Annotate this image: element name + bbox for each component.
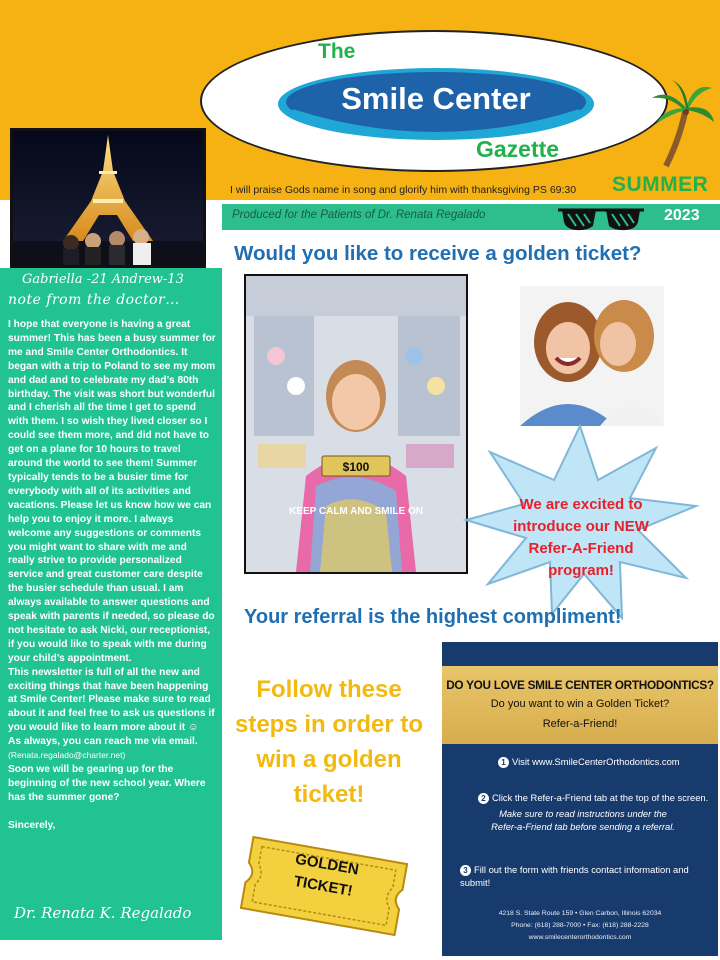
sunglasses-icon (556, 206, 646, 232)
golden-ticket-headline: Would you like to receive a golden ticket? (234, 242, 642, 265)
step-1 (498, 756, 680, 769)
note-body (8, 318, 216, 833)
office-phone: Phone: (618) 288-7000 • Fax: (618) 288-2228 (511, 922, 649, 929)
doctor-email[interactable]: (Renata.regalado@charter.net) (8, 750, 126, 761)
season-label: SUMMER (612, 173, 709, 196)
step-2-note: Make sure to read instructions under the Refer-a-Friend tab before sending a referral. (491, 808, 675, 832)
bible-verse: I will praise Gods name in song and glorify him with thanksgiving PS 69:30 (230, 184, 577, 196)
step-number: 3 (460, 865, 471, 876)
logo-text: Smile Center (341, 81, 531, 116)
produced-for-text: Produced for the Patients of Dr. Renata Regalado (232, 209, 486, 221)
doctor-signature: Dr. Renata K. Regalado (14, 904, 192, 922)
card-subtitle: Do you want to win a Golden Ticket? (490, 698, 670, 710)
two-girls-photo (520, 286, 664, 426)
office-website[interactable]: www.smilecenterorthodontics.com (528, 934, 632, 941)
referral-compliment: Your referral is the highest compliment! (244, 606, 622, 628)
girl-with-ticket-photo (244, 274, 468, 574)
note-closing: Soon we will be gearing up for the beginning of the new school year. Where has the summer gone? (8, 764, 206, 803)
step-1-text[interactable]: Visit www.SmileCenterOrthodontics.com (512, 756, 680, 767)
step-number: 1 (498, 757, 509, 768)
referral-instructions-card (442, 642, 718, 956)
office-address: 4218 S. State Route 159 • Glen Carbon, Illinois 62034 (498, 910, 662, 917)
masthead-the: The (318, 40, 356, 63)
note-paragraph: This newsletter is full of all the new and exciting things that have been happening at Smile Center! Please make sure to read about it and feel free to ask us questions if you would like to learn more about it ☺ (8, 666, 215, 734)
sincerely-text: Sincerely, (8, 819, 56, 831)
ticket-amount: $100 (342, 460, 370, 474)
golden-ticket-label: GOLDEN TICKET! (292, 850, 361, 900)
note-paragraph: I hope that everyone is having a great summer! This has been a busy summer for me and Smile Center Orthodontics. It began with a trip to Poland to see my mom and dad and to celebrate my dad’s 80th birthday. The visit was short but wonderful and I cherish all the time I get to spend with them. I so wish they lived closer so I could see them more, and did not have to get on a plane for 10 hours to travel around the world to see them! Summer typically tends to be a busier time for everybody with all of its activities and vacations. Please let us know how we can help you to enjoy it more. I always welcome any suggestions or comments you might want to share with me and really strive to provide personalized service and great customer care despite the busier schedule than usual. I am always available to answer questions and speak with parents if needed, so please do not hesitate to ask Nicki, our receptionist, if you would like to speak with me during your child’s appointment. (8, 319, 216, 664)
step-3 (460, 864, 718, 889)
note-heading: note from the doctor… (8, 292, 180, 308)
smile-center-logo (272, 62, 600, 146)
card-refer-label: Refer-a-Friend! (542, 718, 618, 730)
card-title: DO YOU LOVE SMILE CENTER ORTHODONTICS? (446, 678, 714, 692)
step-number: 2 (478, 793, 489, 804)
note-paragraph: As always, you can reach me via email. (8, 736, 198, 748)
step-2-text: Click the Refer-a-Friend tab at the top of the screen. (492, 792, 709, 803)
follow-steps-heading: Follow these steps in order to win a golden ticket! (234, 676, 424, 808)
palm-tree-icon (650, 78, 716, 170)
shirt-text: KEEP CALM AND SMILE ON (289, 506, 423, 517)
step-2 (478, 792, 708, 805)
masthead-gazette: Gazette (476, 136, 560, 162)
year-label: 2023 (664, 207, 700, 224)
step-3-text: Fill out the form with friends contact information and submit! (460, 864, 689, 888)
refer-a-friend-announcement: We are excited to introduce our NEW Refer-A-Friend program! (513, 496, 649, 579)
photo-caption-names: Gabriella -21 Andrew-13 (22, 272, 184, 287)
eiffel-tower-photo (10, 128, 206, 268)
